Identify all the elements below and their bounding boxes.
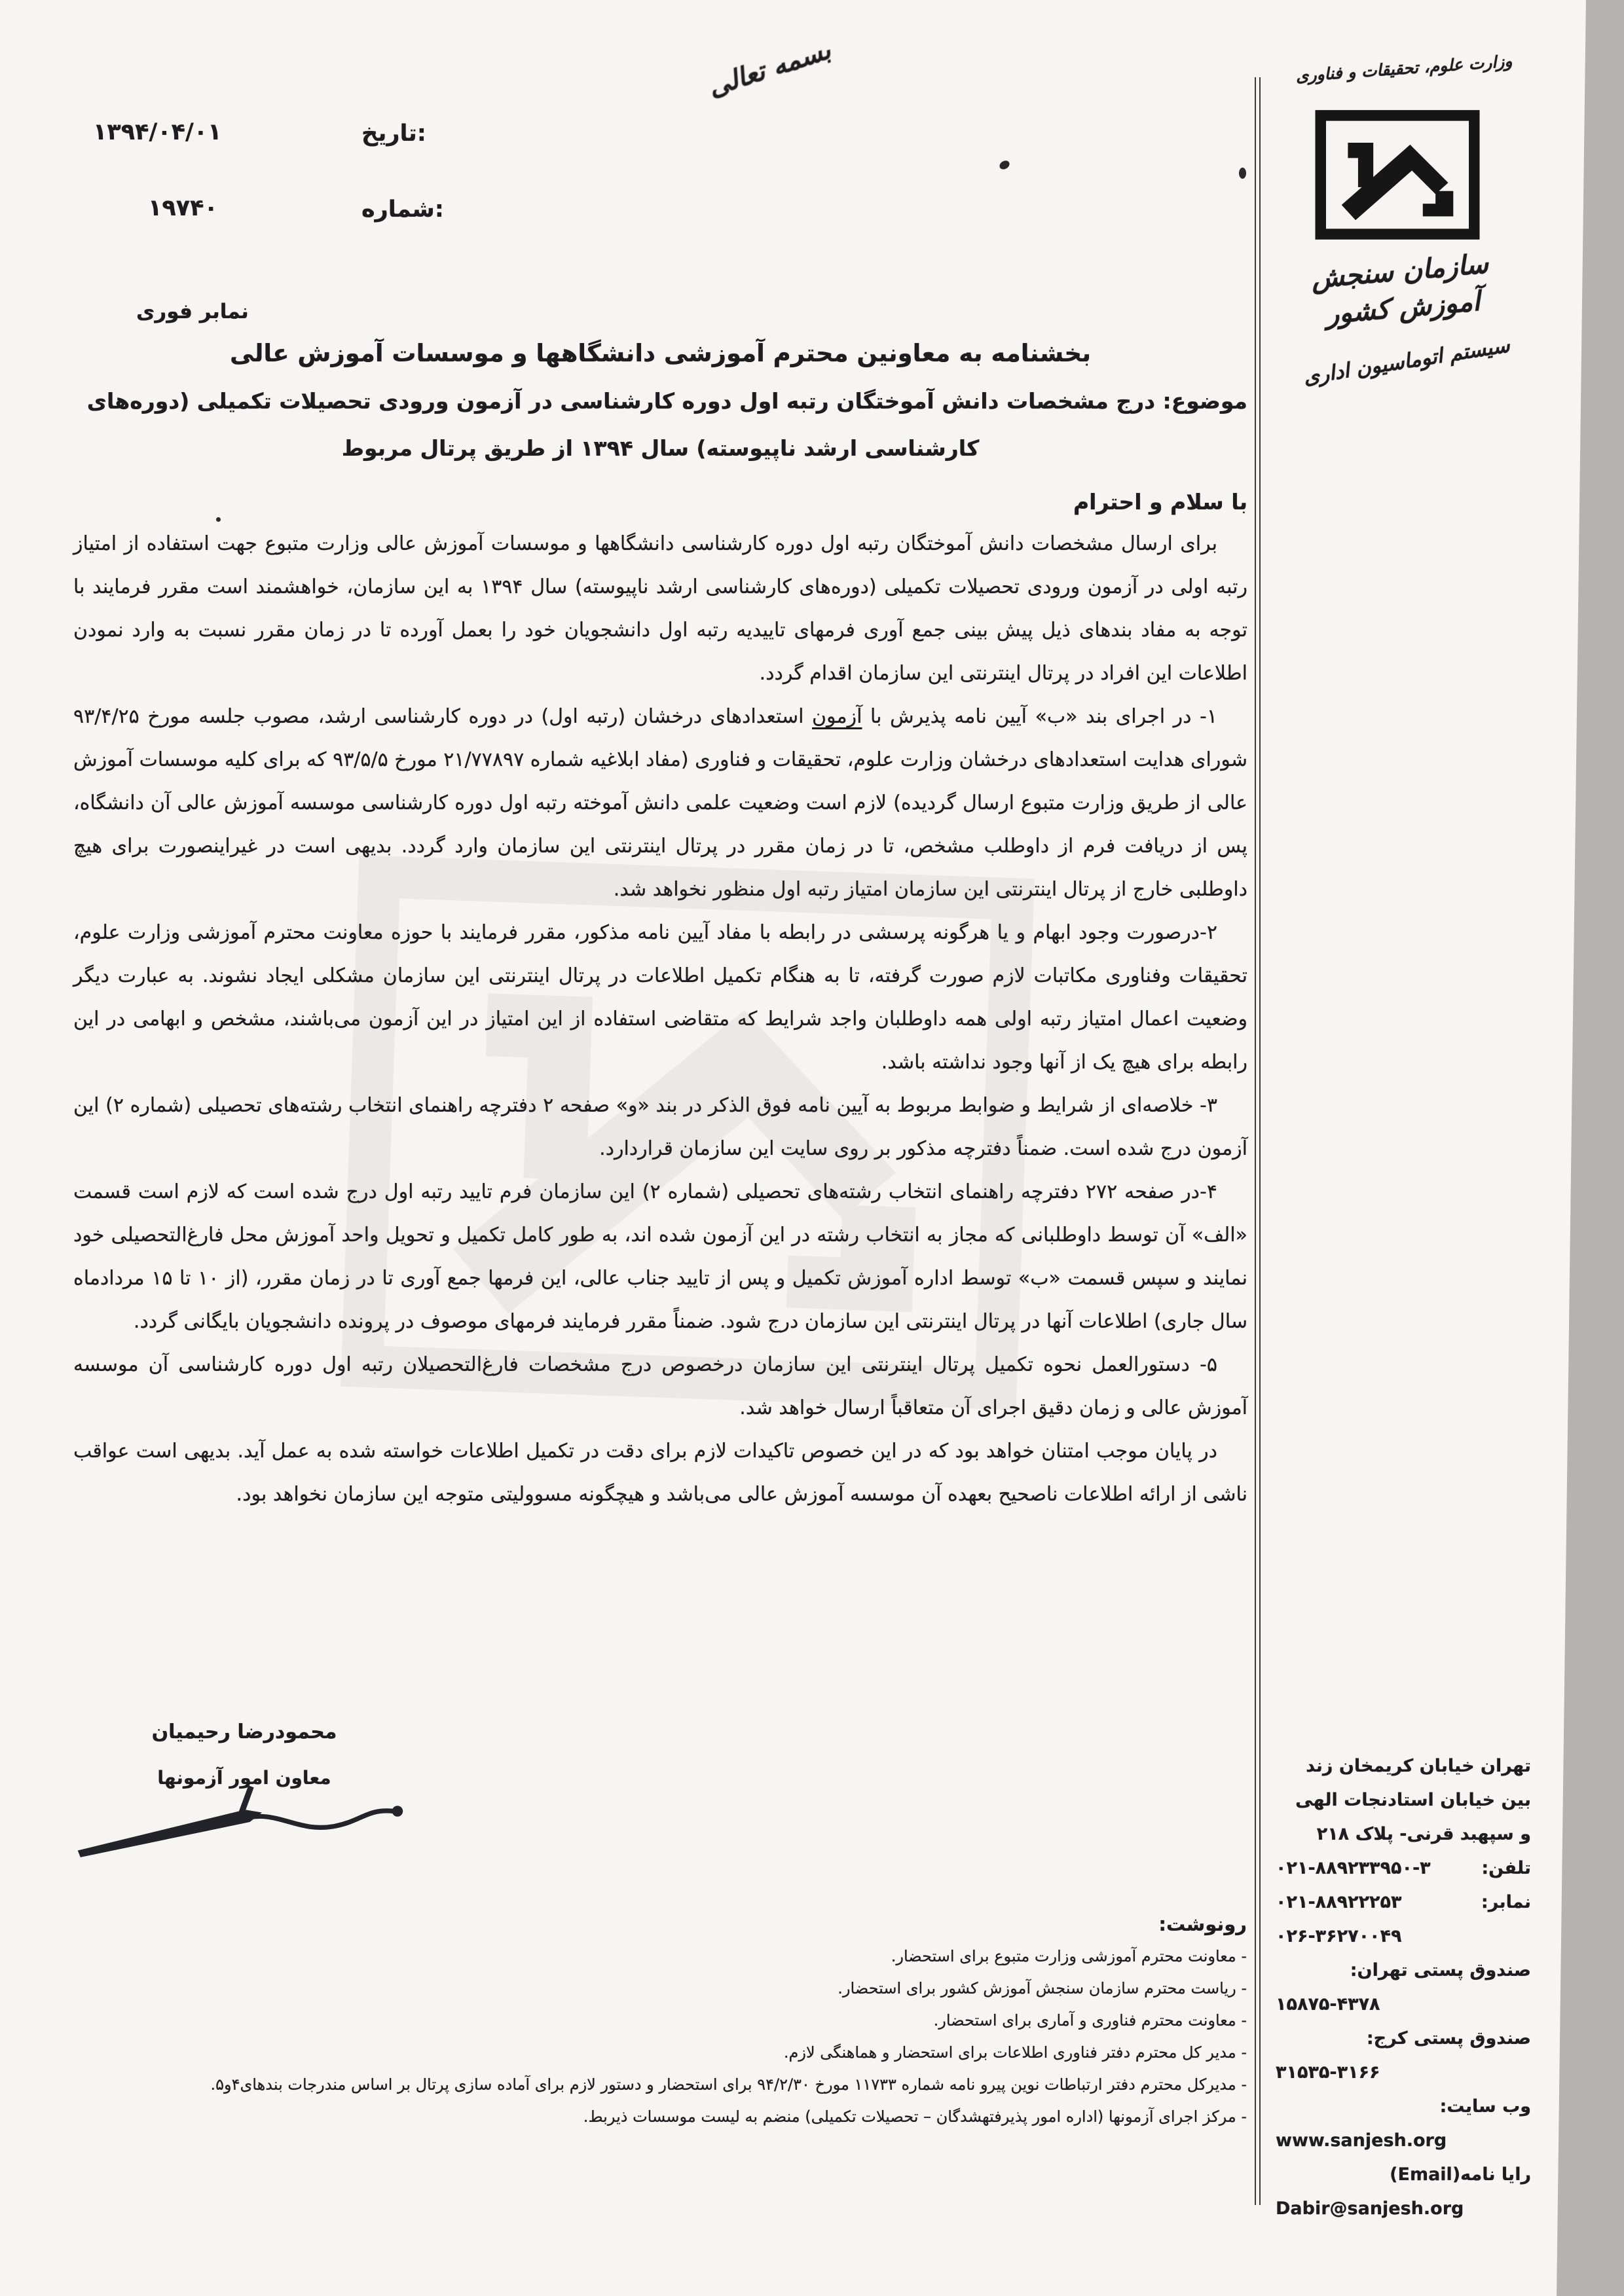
item-4-paragraph: ۴-در صفحه ۲۷۲ دفترچه راهنمای انتخاب رشته‌های تحصیلی (شماره ۲) این سازمان فرم تایید رتبه اول درج شده است که لازم است قسمت «الف» آن توسط داوطلبانی که مجاز به انتخاب رشته در این آزمون شده اند، به طور کامل تکمیل و تحویل واحد آموزش محل فارغ‌التحصیلی خود نمایند و سپس قسمت «ب» توسط اداره آموزش تکمیل و پس از تایید جناب عالی، این فرمها جمع آوری تا در زمان مقرر، (از ۱۰ تا ۱۵ مردادماه سال جاری) اطلاعات آنها در پرتال اینترنتی این سازمان درج شود. ضمناً مقرر فرمایند فرمهای موصوف در پرونده دانشجویان بایگانی گردد. <box>73 1180 1248 1333</box>
email-label: رایا نامه(Email) <box>1390 2164 1531 2185</box>
subject-line <box>73 378 1247 425</box>
website-label: وب سایت: <box>1439 2096 1531 2117</box>
item-1-underlined-word: آزمون <box>812 705 862 728</box>
number-value: ۱۹۷۴۰ <box>148 195 218 221</box>
pobox-karaj-label: صندوق پستی کرج: <box>1366 2028 1531 2049</box>
fax-label: نمابر: <box>1481 1892 1531 1912</box>
item-3-paragraph: ۳- خلاصه‌ای از شرایط و ضوابط مربوط به آیین نامه فوق الذکر در بند «و» صفحه ۲ دفترچه راهنمای انتخاب رشته‌های تحصیلی (شماره ۲) این آزمون درج شده است. ضمناً دفترچه مذکور بر روی سایت این سازمان قراردارد. <box>73 1094 1247 1160</box>
pobox-tehran-label: صندوق پستی تهران: <box>1350 1960 1531 1980</box>
address-block <box>1276 1749 1531 2226</box>
intro-paragraph: برای ارسال مشخصات دانش آموختگان رتبه اول دوره کارشناسی دانشگاهها و موسسات آموزش عالی وزارت متبوع جهت استفاده از امتیاز رتبه اولی در آزمون ورودی تحصیلات تکمیلی (دوره‌های کارشناسی ارشد ناپیوسته) سال ۱۳۹۴ به این سازمان، خواهشمند است مقرر فرمایند با توجه به مفاد بندهای ذیل پیش بینی جمع آوری فرمهای تاییدیه رتبه اول دانشجویان خود را بعمل آورده تا در زمان مقرر نسبت به وارد نمودن اطلاعات این افراد در پرتال اینترنتی این سازمان اقدام گردد. <box>73 532 1247 685</box>
cc-label: رونوشت: <box>1158 1913 1247 1935</box>
cc-item: - مرکز اجرای آزمونها (اداره امور پذیرفتهشدگان – تحصیلات تکمیلی) منضم به لیست موسسات ذیربط. <box>583 2107 1247 2126</box>
scanner-edge-shadow <box>1538 0 1624 2296</box>
cc-item: - معاونت محترم آموزشی وزارت متبوع برای استحضار. <box>891 1947 1247 1965</box>
ink-speck <box>1239 168 1246 179</box>
pobox-karaj-number: ۳۱۵۳۵-۳۱۶۶ <box>1276 2062 1380 2083</box>
item-5-paragraph: ۵- دستورالعمل نحوه تکمیل پرتال اینترنتی این سازمان درخصوص درج مشخصات فارغ‌التحصیلان رتبه اول دوره کارشناسی آن موسسه آموزش عالی و زمان دقیق اجرای آن متعاقباً ارسال خواهد شد. <box>73 1353 1247 1419</box>
cc-item: - معاونت محترم فناوری و آماری برای استحضار. <box>933 2011 1247 2030</box>
automation-system-label: سیستم اتوماسیون اداری <box>1302 333 1511 390</box>
salutation: با سلام و احترام <box>1073 489 1247 515</box>
fax-number: ۰۲۱-۸۸۹۲۲۲۵۳ <box>1276 1892 1402 1912</box>
phone-line <box>1276 1851 1531 1886</box>
signatory-role: معاون امور آزمونها <box>157 1767 331 1789</box>
sanjesh-logo <box>1315 109 1480 241</box>
fax-line <box>1276 1886 1531 1920</box>
cc-item: - ریاست محترم سازمان سنجش آموزش کشور برای استحضار. <box>838 1979 1247 1997</box>
pobox-tehran-number: ۱۵۸۷۵-۴۳۷۸ <box>1276 1994 1380 2014</box>
letter-title: بخشنامه به معاونین محترم آموزشی دانشگاهها و موسسات آموزش عالی <box>230 339 1091 367</box>
item-1-post: استعدادهای درخشان (رتبه اول) در دوره کارشناسی ارشد، مصوب جلسه مورخ ۹۳/۴/۲۵ شورای هدایت استعدادهای درخشان وزارت علوم، تحقیقات و فناوری (مفاد ابلاغیه شماره ۲۱/۷۷۸۹۷ مورخ ۹۳/۵/۵ که برای کلیه موسسات آموزش عالی از طریق وزارت متبوع ارسال گردیده) لازم است وضعیت علمی دانش آموخته رتبه اول دوره کارشناسی موسسه آموزش عالی آن دانشگاه، پس از دریافت فرم از داوطلب مشخص، تا در زمان مقرر در پرتال اینترنتی این سازمان وارد گردد. بدیهی است در غیراینصورت برای هیچ داوطلبی خارج از پرتال اینترنتی این سازمان امتیاز رتبه اول منظور نخواهد شد. <box>73 705 1247 901</box>
bismillah-handwriting: بسمه تعالی <box>704 35 835 103</box>
subject-line-continued: کارشناسی ارشد ناپیوسته) سال ۱۳۹۴ از طریق پرتال مربوط <box>341 435 980 461</box>
cc-section <box>38 1913 1247 2133</box>
address-line: تهران خیابان کریمخان زند <box>1306 1756 1531 1776</box>
letter-body <box>73 339 1247 1516</box>
urgent-fax-note: نمابر فوری <box>136 300 249 323</box>
address-line: بین خیابان استادنجات الهی <box>1295 1790 1531 1810</box>
cc-item: - مدیر کل محترم دفتر فناوری اطلاعات برای استحضار و هماهنگی لازم. <box>783 2043 1247 2062</box>
subject-label: موضوع: <box>1162 388 1247 414</box>
date-label: تاریخ: <box>361 120 426 147</box>
handwritten-signature <box>64 1769 457 1874</box>
alt-phone-number: ۰۲۶-۳۶۲۷۰۰۴۹ <box>1276 1926 1402 1946</box>
website-url: www.sanjesh.org <box>1276 2130 1447 2151</box>
subject-text: درج مشخصات دانش آموختگان رتبه اول دوره کارشناسی در آزمون ورودی تحصیلات تکمیلی (دوره‌های <box>86 388 1156 414</box>
phone-label: تلفن: <box>1481 1858 1531 1878</box>
closing-paragraph: در پایان موجب امتنان خواهد بود که در این خصوص تاکیدات لازم برای دقت در تکمیل اطلاعات خواسته شده به عمل آید. بدیهی است عواقب ناشی از ارائه اطلاعات ناصحیح بعهده آن موسسه آموزش عالی می‌باشد و هیچگونه مسوولیتی متوجه این سازمان نخواهد بود. <box>73 1440 1247 1506</box>
sanjesh-logo-icon <box>1315 109 1480 241</box>
vertical-divider-line <box>1255 77 1261 2205</box>
item-1-pre: ۱- در اجرای بند «ب» آیین نامه پذیرش با <box>862 705 1217 728</box>
item-2-paragraph: ۲-درصورت وجود ابهام و یا هرگونه پرسشی در رابطه با مفاد آیین نامه مذکور، مقرر فرمایند با حوزه معاونت محترم آموزشی وزارت علوم، تحقیقات وفناوری مکاتبات لازم صورت گرفته، تا به هنگام تکمیل اطلاعات در پرتال اینترنتی این سازمان مشکلی ایجاد نشوند. به عبارت دیگر وضعیت اعمال امتیاز رتبه اولی همه داوطلبان واجد شرایط که متقاضی استفاده از این امتیاز در این آزمون می‌باشند، مشخص و ابهامی در این رابطه برای هیچ یک از آنها وجود نداشته باشد. <box>73 921 1247 1074</box>
ministry-name: وزارت علوم، تحقیقات و فناوری <box>1295 51 1513 86</box>
signatory-name: محمودرضا رحیمیان <box>151 1721 337 1743</box>
item-1-paragraph <box>73 695 1247 911</box>
ink-speck <box>998 159 1011 171</box>
date-value: ۱۳۹۴/۰۴/۰۱ <box>93 119 222 145</box>
organization-name: سازمان سنجش آموزش کشور <box>1310 247 1490 331</box>
phone-number: ۰۲۱-۸۸۹۲۳۳۹۵۰-۳ <box>1276 1858 1431 1878</box>
address-line: و سپهبد قرنی- پلاک ۲۱۸ <box>1316 1824 1531 1844</box>
email-address: Dabir@sanjesh.org <box>1276 2198 1464 2219</box>
cc-item: - مدیرکل محترم دفتر ارتباطات نوین پیرو نامه شماره ۱۱۷۳۳ مورخ ۹۴/۲/۳۰ برای استحضار و دستور لازم برای آماده سازی پرتال بر اساس مندرجات بندهای۴و۵. <box>210 2075 1247 2094</box>
number-label: شماره: <box>361 196 444 223</box>
